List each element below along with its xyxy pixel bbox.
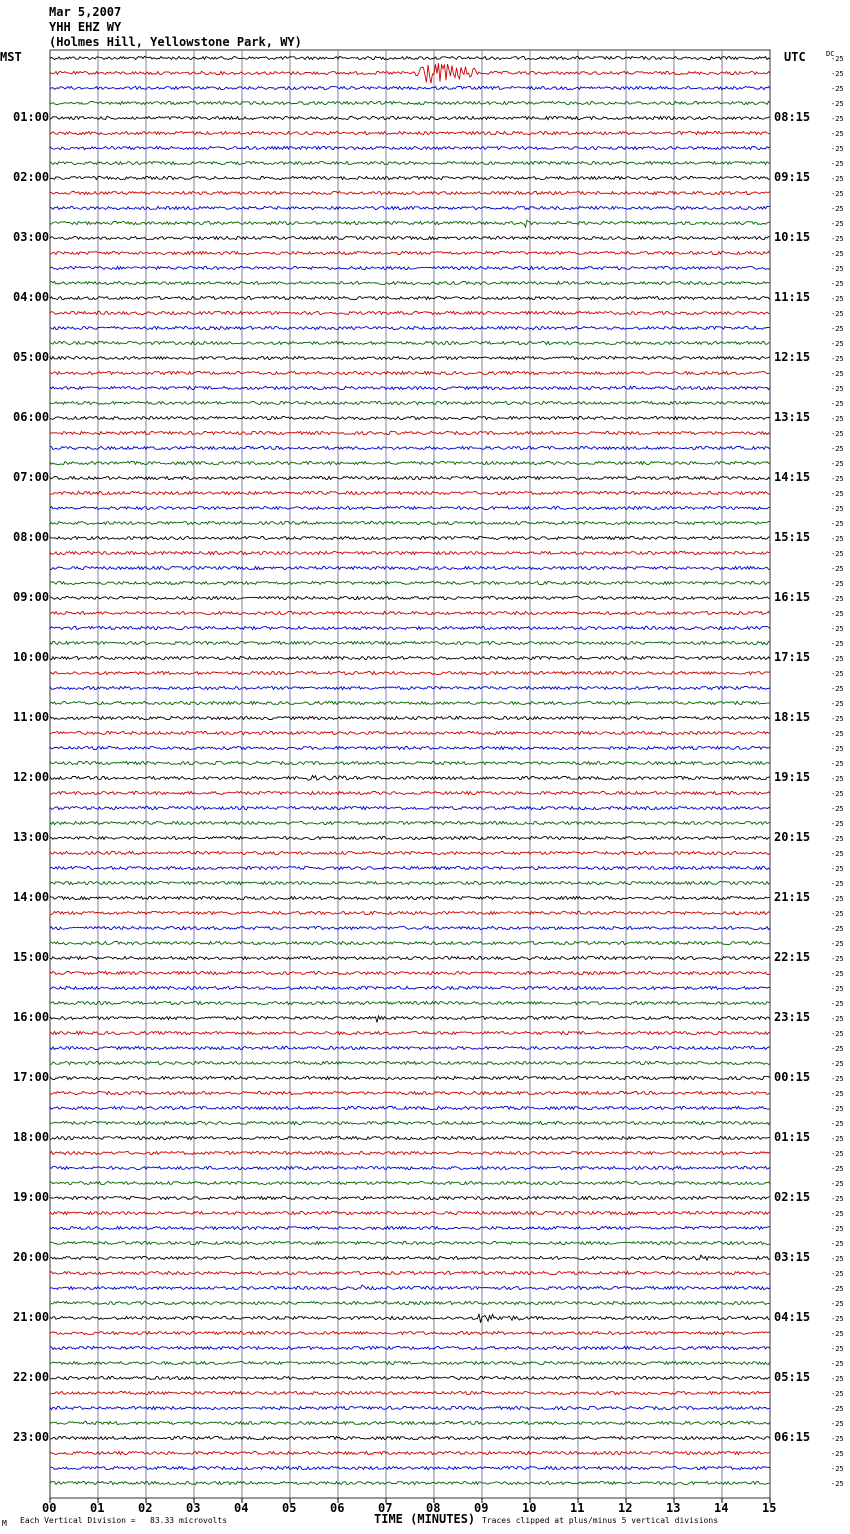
trace-offset-label: -25 (831, 220, 844, 228)
trace-offset-label: -25 (831, 715, 844, 723)
trace-offset-label: -25 (831, 370, 844, 378)
hour-label-left: 21:00 (13, 1310, 50, 1324)
seismic-trace (50, 131, 770, 134)
trace-offset-label: -25 (831, 400, 844, 408)
trace-offset-label: -25 (831, 415, 844, 423)
trace-offset-label: -25 (831, 700, 844, 708)
trace-offset-label: -25 (831, 295, 844, 303)
trace-offset-label: -25 (831, 250, 844, 258)
trace-offset-label: -25 (831, 775, 844, 783)
seismic-trace (50, 896, 770, 899)
trace-offset-label: -25 (831, 385, 844, 393)
seismic-trace (50, 1106, 770, 1109)
trace-offset-label: -25 (831, 115, 844, 123)
trace-offset-label: -25 (831, 1210, 844, 1218)
seismic-trace (50, 1136, 770, 1139)
seismic-trace (50, 1271, 770, 1274)
seismic-trace (50, 401, 770, 404)
trace-offset-label: -25 (831, 160, 844, 168)
seismic-trace (50, 371, 770, 374)
trace-offset-label: -25 (831, 730, 844, 738)
trace-offset-label: -25 (831, 445, 844, 453)
seismic-trace (50, 761, 770, 764)
seismic-trace (50, 1076, 770, 1079)
hour-label-right: 10:15 (774, 230, 811, 244)
seismic-trace (50, 656, 770, 659)
seismic-trace (50, 1151, 770, 1154)
trace-offset-label: -25 (831, 655, 844, 663)
hour-label-left: 15:00 (13, 950, 50, 964)
seismic-trace (50, 146, 770, 149)
seismic-trace (50, 791, 770, 794)
seismic-trace (50, 191, 770, 194)
seismic-trace (50, 63, 770, 83)
seismic-trace (50, 941, 770, 944)
seismic-trace (50, 686, 770, 689)
seismic-trace (50, 101, 770, 104)
hour-label-left: 12:00 (13, 770, 50, 784)
trace-offset-label: -25 (831, 1345, 844, 1353)
trace-offset-label: -25 (831, 1225, 844, 1233)
x-tick-label: 06 (330, 1501, 345, 1515)
x-tick-label: 14 (714, 1501, 729, 1515)
seismic-trace (50, 326, 770, 329)
seismic-trace (50, 881, 770, 884)
seismic-trace (50, 1391, 770, 1394)
trace-offset-label: -25 (831, 535, 844, 543)
seismic-trace (50, 626, 770, 629)
hour-label-left: 13:00 (13, 830, 50, 844)
seismic-trace (50, 926, 770, 929)
seismic-trace (50, 851, 770, 854)
seismic-trace (50, 446, 770, 449)
trace-offset-label: -25 (831, 430, 844, 438)
hour-label-left: 09:00 (13, 590, 50, 604)
hour-label-left: 17:00 (13, 1070, 50, 1084)
trace-offset-label: -25 (831, 1105, 844, 1113)
x-tick-label: 15 (762, 1501, 777, 1515)
hour-label-right: 02:15 (774, 1190, 811, 1204)
x-tick-label: 03 (186, 1501, 201, 1515)
seismic-trace (50, 775, 770, 780)
hour-label-right: 00:15 (774, 1070, 811, 1084)
hour-label-left: 07:00 (13, 470, 50, 484)
hour-label-right: 15:15 (774, 530, 811, 544)
x-tick-label: 09 (474, 1501, 489, 1515)
seismic-trace (50, 461, 770, 464)
trace-offset-label: -25 (831, 550, 844, 558)
hour-label-right: 18:15 (774, 710, 811, 724)
seismic-trace (50, 1121, 770, 1124)
trace-offset-label: -25 (831, 235, 844, 243)
seismic-trace (50, 431, 770, 434)
clipping-note: Traces clipped at plus/minus 5 vertical divisions (482, 1516, 719, 1525)
trace-offset-label: -25 (831, 1315, 844, 1323)
hour-label-right: 19:15 (774, 770, 811, 784)
trace-offset-label: -25 (831, 145, 844, 153)
trace-offset-label: -25 (831, 640, 844, 648)
trace-offset-label: -25 (831, 880, 844, 888)
hour-label-right: 01:15 (774, 1130, 811, 1144)
trace-offset-label: -25 (831, 190, 844, 198)
seismic-trace (50, 251, 770, 254)
trace-offset-label: -25 (831, 1030, 844, 1038)
trace-offset-label: -25 (831, 850, 844, 858)
seismic-trace (50, 386, 770, 389)
seismic-trace (50, 1301, 770, 1304)
trace-offset-label: -25 (831, 460, 844, 468)
trace-offset-label: -25 (831, 1165, 844, 1173)
seismic-trace (50, 866, 770, 869)
x-tick-label: 08 (426, 1501, 441, 1515)
trace-offset-label: -25 (831, 1450, 844, 1458)
trace-offset-label: -25 (831, 1060, 844, 1068)
vertical-division-note: Each Vertical Division = 83.33 microvolts (20, 1516, 228, 1525)
trace-offset-label: -25 (831, 100, 844, 108)
seismic-trace (50, 1314, 770, 1323)
x-tick-label: 00 (42, 1501, 57, 1515)
trace-offset-label: -25 (831, 520, 844, 528)
seismic-trace (50, 1241, 770, 1244)
seismic-trace (50, 1346, 770, 1349)
trace-offset-label: -25 (831, 1405, 844, 1413)
seismic-trace (50, 1376, 770, 1379)
trace-offset-label: -25 (831, 1435, 844, 1443)
trace-offset-label: -25 (831, 685, 844, 693)
trace-offset-label: -25 (831, 1375, 844, 1383)
trace-offset-label: -25 (831, 1270, 844, 1278)
seismic-trace (50, 1331, 770, 1334)
trace-offset-label: -25 (831, 1090, 844, 1098)
trace-offset-label: -25 (831, 475, 844, 483)
trace-offset-label: -25 (831, 610, 844, 618)
trace-offset-label: -25 (831, 670, 844, 678)
trace-offset-label: -25 (831, 1300, 844, 1308)
trace-offset-label: -25 (831, 1420, 844, 1428)
logo-mark: M (2, 1519, 7, 1528)
seismic-trace (50, 1016, 770, 1023)
seismic-trace (50, 821, 770, 824)
hour-label-right: 06:15 (774, 1430, 811, 1444)
hour-label-right: 20:15 (774, 830, 811, 844)
seismic-trace (50, 1091, 770, 1094)
seismic-trace (50, 176, 770, 179)
seismic-trace (50, 86, 770, 89)
seismic-trace (50, 596, 770, 599)
hour-label-right: 16:15 (774, 590, 811, 604)
seismic-trace (50, 1361, 770, 1364)
hour-label-left: 06:00 (13, 410, 50, 424)
seismic-trace (50, 836, 770, 839)
trace-offset-label: -25 (831, 310, 844, 318)
x-tick-label: 02 (138, 1501, 153, 1515)
seismic-trace (50, 731, 770, 734)
trace-offset-label: -25 (831, 1015, 844, 1023)
seismic-trace (50, 986, 770, 989)
trace-offset-label: -25 (831, 505, 844, 513)
seismic-trace (50, 521, 770, 524)
trace-offset-label: -25 (831, 1150, 844, 1158)
seismic-trace (50, 266, 770, 269)
seismic-trace (50, 1061, 770, 1064)
seismic-trace (50, 536, 770, 539)
seismic-trace (50, 671, 770, 674)
header-date: Mar 5,2007 (49, 5, 122, 19)
trace-offset-label: -25 (831, 895, 844, 903)
seismic-trace (50, 716, 770, 719)
trace-offset-label: -25 (831, 925, 844, 933)
trace-offset-label: -25 (831, 265, 844, 273)
seismic-trace (50, 1166, 770, 1169)
seismic-trace (50, 1196, 770, 1199)
seismic-trace (50, 206, 770, 209)
trace-offset-label: -25 (831, 835, 844, 843)
seismic-trace (50, 311, 770, 314)
trace-offset-label: -25 (831, 1180, 844, 1188)
trace-offset-label: -25 (831, 805, 844, 813)
right-timezone-label: UTC (784, 50, 806, 64)
seismic-trace (50, 341, 770, 344)
trace-offset-label: -25 (831, 820, 844, 828)
seismic-trace (50, 1181, 770, 1184)
trace-offset-label: -25 (831, 1075, 844, 1083)
trace-offset-label: -25 (831, 1360, 844, 1368)
trace-offset-label: -25 (831, 790, 844, 798)
trace-offset-label: -25 (831, 940, 844, 948)
hour-label-left: 02:00 (13, 170, 50, 184)
trace-offset-label: -25 (831, 745, 844, 753)
seismic-trace (50, 641, 770, 644)
seismic-trace (50, 1001, 770, 1004)
hour-label-left: 18:00 (13, 1130, 50, 1144)
seismic-trace (50, 551, 770, 554)
trace-offset-label: -25 (831, 70, 844, 78)
seismic-trace (50, 1481, 770, 1484)
trace-offset-label: -25 (831, 625, 844, 633)
seismic-trace (50, 1421, 770, 1424)
trace-offset-label: -25 (831, 1480, 844, 1488)
hour-label-right: 17:15 (774, 650, 811, 664)
seismic-trace (50, 56, 770, 59)
seismic-trace (50, 236, 770, 239)
trace-offset-label: -25 (831, 175, 844, 183)
left-timezone-label: MST (0, 50, 22, 64)
hour-label-right: 09:15 (774, 170, 811, 184)
x-axis-label: TIME (MINUTES) (374, 1512, 476, 1526)
seismic-trace (50, 491, 770, 494)
seismic-trace (50, 971, 770, 974)
seismic-trace (50, 1466, 770, 1469)
seismic-trace (50, 956, 770, 959)
hour-label-left: 10:00 (13, 650, 50, 664)
trace-offset-label: -25 (831, 85, 844, 93)
seismic-trace (50, 476, 770, 479)
seismic-trace (50, 701, 770, 704)
seismic-trace (50, 356, 770, 359)
hour-label-left: 01:00 (13, 110, 50, 124)
x-tick-label: 05 (282, 1501, 297, 1515)
seismic-trace (50, 746, 770, 749)
seismic-trace (50, 1211, 770, 1214)
trace-offset-label: -25 (831, 130, 844, 138)
seismic-trace (50, 1046, 770, 1049)
hour-label-right: 04:15 (774, 1310, 811, 1324)
hour-label-right: 22:15 (774, 950, 811, 964)
trace-offset-label: -25 (831, 565, 844, 573)
seismic-trace (50, 566, 770, 569)
hour-label-right: 13:15 (774, 410, 811, 424)
trace-offset-label: -25 (831, 760, 844, 768)
x-tick-label: 13 (666, 1501, 681, 1515)
hour-label-left: 22:00 (13, 1370, 50, 1384)
seismic-trace (50, 1255, 770, 1260)
trace-offset-label: -25 (831, 55, 844, 63)
trace-offset-label: -25 (831, 985, 844, 993)
seismic-trace (50, 1436, 770, 1439)
x-tick-label: 01 (90, 1501, 105, 1515)
trace-offset-label: -25 (831, 355, 844, 363)
trace-offset-label: -25 (831, 865, 844, 873)
hour-label-right: 23:15 (774, 1010, 811, 1024)
hour-label-right: 12:15 (774, 350, 811, 364)
x-tick-label: 07 (378, 1501, 393, 1515)
trace-offset-label: -25 (831, 1330, 844, 1338)
seismic-trace (50, 506, 770, 509)
trace-offset-label: -25 (831, 490, 844, 498)
hour-label-left: 20:00 (13, 1250, 50, 1264)
trace-offset-label: -25 (831, 595, 844, 603)
seismic-trace (50, 116, 770, 119)
trace-offset-label: -25 (831, 280, 844, 288)
hour-label-left: 04:00 (13, 290, 50, 304)
hour-label-right: 14:15 (774, 470, 811, 484)
trace-offset-label: -25 (831, 580, 844, 588)
seismic-trace (50, 1451, 770, 1454)
hour-label-right: 03:15 (774, 1250, 811, 1264)
seismic-trace (50, 806, 770, 809)
hour-label-left: 16:00 (13, 1010, 50, 1024)
trace-offset-label: -25 (831, 340, 844, 348)
hour-label-right: 11:15 (774, 290, 811, 304)
trace-offset-label: -25 (831, 1195, 844, 1203)
x-tick-label: 04 (234, 1501, 249, 1515)
trace-offset-label: -25 (831, 1240, 844, 1248)
x-tick-label: 10 (522, 1501, 537, 1515)
seismic-trace (50, 281, 770, 284)
trace-offset-label: -25 (831, 1045, 844, 1053)
x-tick-label: 11 (570, 1501, 585, 1515)
seismic-trace (50, 1031, 770, 1034)
trace-offset-label: -25 (831, 1465, 844, 1473)
trace-offset-label: -25 (831, 1390, 844, 1398)
trace-offset-label: -25 (831, 955, 844, 963)
hour-label-left: 19:00 (13, 1190, 50, 1204)
seismic-trace (50, 161, 770, 164)
hour-label-right: 21:15 (774, 890, 811, 904)
hour-label-right: 05:15 (774, 1370, 811, 1384)
seismic-trace (50, 1226, 770, 1229)
trace-offset-label: -25 (831, 1000, 844, 1008)
hour-label-left: 14:00 (13, 890, 50, 904)
seismic-trace (50, 1285, 770, 1290)
seismic-trace (50, 416, 770, 419)
dc-label: DC (826, 50, 835, 58)
seismic-trace (50, 220, 770, 227)
hour-label-left: 23:00 (13, 1430, 50, 1444)
trace-offset-label: -25 (831, 205, 844, 213)
trace-offset-label: -25 (831, 1255, 844, 1263)
hour-label-left: 05:00 (13, 350, 50, 364)
seismic-trace (50, 911, 770, 914)
x-tick-label: 12 (618, 1501, 633, 1515)
hour-label-left: 11:00 (13, 710, 50, 724)
trace-offset-label: -25 (831, 1135, 844, 1143)
trace-offset-label: -25 (831, 910, 844, 918)
seismic-trace (50, 581, 770, 584)
header-location: (Holmes Hill, Yellowstone Park, WY) (49, 35, 302, 49)
hour-label-left: 03:00 (13, 230, 50, 244)
trace-offset-label: -25 (831, 970, 844, 978)
seismic-trace (50, 296, 770, 299)
trace-offset-label: -25 (831, 1285, 844, 1293)
trace-offset-label: -25 (831, 325, 844, 333)
header-station: YHH EHZ WY (49, 20, 122, 34)
hour-label-right: 08:15 (774, 110, 811, 124)
seismic-trace (50, 1406, 770, 1409)
seismic-trace (50, 611, 770, 614)
hour-label-left: 08:00 (13, 530, 50, 544)
trace-offset-label: -25 (831, 1120, 844, 1128)
